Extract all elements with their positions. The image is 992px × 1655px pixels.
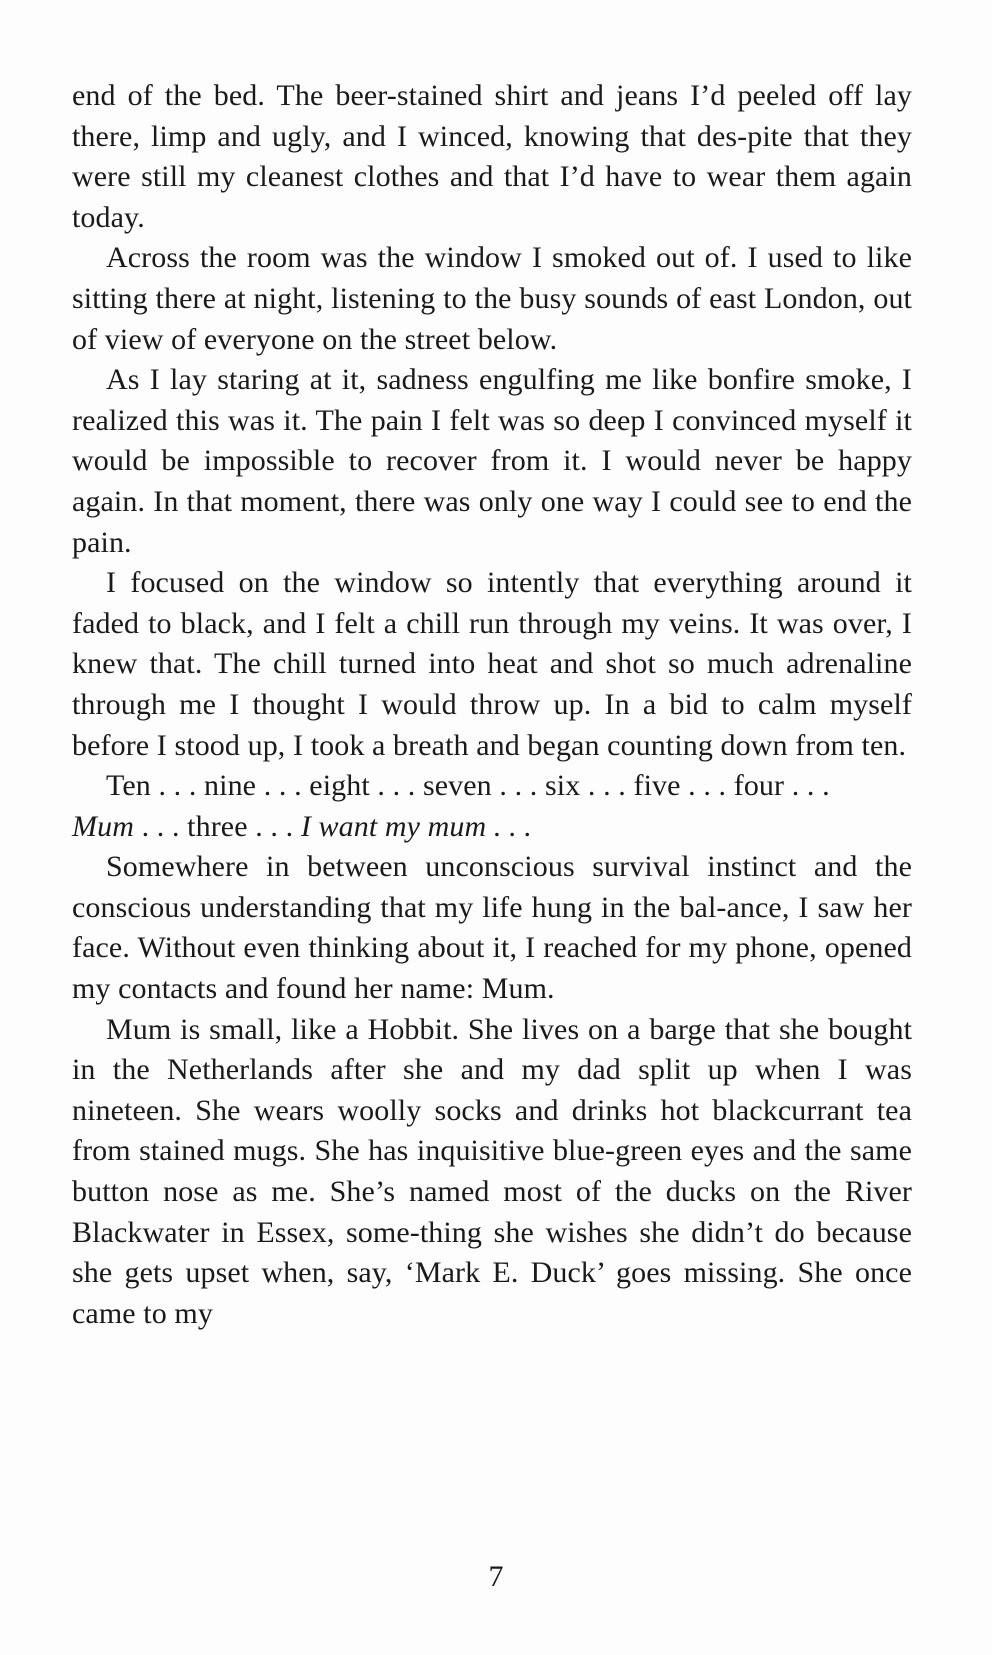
countdown-three: . . . three . . . bbox=[133, 809, 301, 843]
paragraph-6: Somewhere in between unconscious survival instinct and the conscious understanding that my life hung in the bal-ance, I saw her face. Without even thinking about it, I reached for my phone, opened my contacts and found her name: Mum. bbox=[72, 850, 912, 1006]
countdown-want-mum: I want my mum . . . bbox=[300, 809, 532, 843]
countdown-text: Ten . . . nine . . . eight . . . seven . . . six . . . five . . . four . . . bbox=[106, 769, 830, 803]
page-number: 7 bbox=[488, 1560, 504, 1593]
paragraph-2: Across the room was the window I smoked out of. I used to like sitting there at night, listening to the busy sounds of east London, out of view of everyone on the street below. bbox=[72, 241, 912, 356]
body-text bbox=[72, 76, 912, 1334]
paragraph-1: end of the bed. The beer-stained shirt and jeans I’d peeled off lay there, limp and ugly, and I winced, knowing that des-pite that they were still my cleanest clothes and that I’d have to wear them again today. bbox=[72, 79, 912, 234]
paragraph-7: Mum is small, like a Hobbit. She lives on a barge that she bought in the Netherlands after she and my dad split up when I was nineteen. She wears woolly socks and drinks hot blackcurrant tea from stained mugs. She has inquisitive blue-green eyes and the same button nose as me. She’s named most of the ducks on the River Blackwater in Essex, some-thing she wishes she didn’t do because she gets upset when, say, ‘Mark E. Duck’ goes missing. She once came to my bbox=[72, 1012, 912, 1330]
paragraph-3: As I lay staring at it, sadness engulfing me like bonfire smoke, I realized this was it. The pain I felt was so deep I convinced myself it would be impossible to recover from it. I would never be happy again. In that moment, there was only one way I could see to end the pain. bbox=[72, 363, 912, 559]
paragraph-4: I focused on the window so intently that everything around it faded to black, and I felt a chill run through my veins. It was over, I knew that. The chill turned into heat and shot so much adrenaline through me I thought I would throw up. In a bid to calm myself before I stood up, I took a breath and began counting down from ten. bbox=[72, 566, 912, 762]
paragraph-5-countdown bbox=[72, 766, 912, 847]
countdown-mum: Mum bbox=[72, 809, 134, 843]
